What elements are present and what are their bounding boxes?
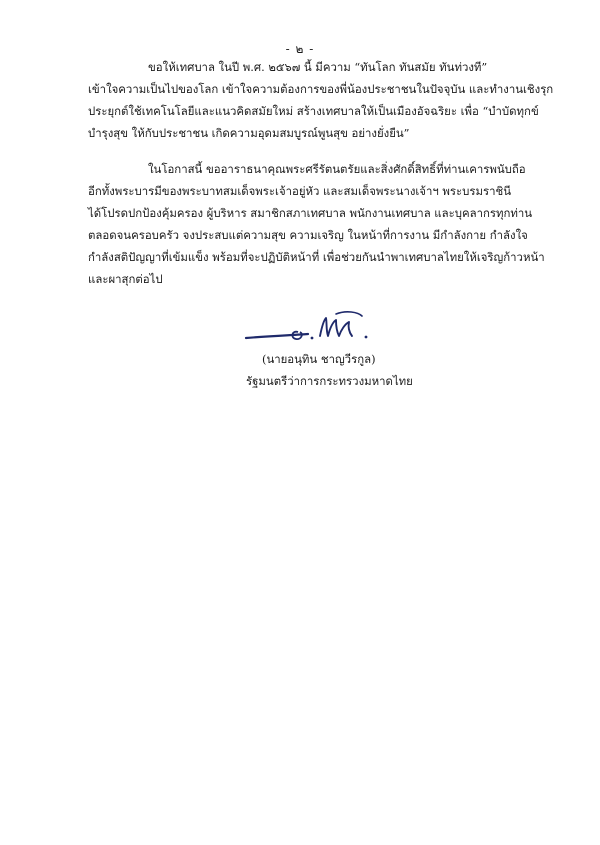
signer-name: (นายอนุทิน ชาญวีรกูล) bbox=[262, 352, 376, 366]
paragraph-line: ในโอกาสนี้ ขออาราธนาคุณพระศรีรัตนตรัยและสิ่งศักดิ์สิทธิ์ที่ท่านเคารพนับถือ bbox=[148, 162, 526, 176]
paragraph-line: อีกทั้งพระบารมีของพระบาทสมเด็จพระเจ้าอยู่หัว และสมเด็จพระนางเจ้าฯ พระบรมราชินี bbox=[88, 184, 512, 198]
paragraph-line: กำลังสติปัญญาที่เข้มแข็ง พร้อมที่จะปฏิบัติหน้าที่ เพื่อช่วยกันนำพาเทศบาลไทยให้เจริญก้าวหน้า bbox=[88, 250, 545, 264]
signer-title: รัฐมนตรีว่าการกระทรวงมหาดไทย bbox=[246, 374, 413, 388]
paragraph-line: และผาสุกต่อไป bbox=[88, 272, 163, 286]
paragraph-line: ประยุกต์ใช้เทคโนโลยีและแนวคิดสมัยใหม่ สร้างเทศบาลให้เป็นเมืองอัจฉริยะ เพื่อ “บำบัดทุกข์ bbox=[88, 104, 539, 118]
paragraph-line: ได้โปรดปกป้องคุ้มครอง ผู้บริหาร สมาชิกสภาเทศบาล พนักงานเทศบาล และบุคลากรทุกท่าน bbox=[88, 206, 533, 220]
paragraph-line: เข้าใจความเป็นไปของโลก เข้าใจความต้องการของพี่น้องประชาชนในปัจจุบัน และทำงานเชิงรุก bbox=[88, 82, 554, 96]
page-number: - ๒ - bbox=[285, 42, 315, 56]
handwritten-signature bbox=[240, 308, 380, 348]
paragraph-line: บำรุงสุข ให้กับประชาชน เกิดความอุดมสมบูรณ์พูนสุข อย่างยั่งยืน” bbox=[88, 126, 410, 140]
paragraph-line: ตลอดจนครอบครัว จงประสบแต่ความสุข ความเจริญ ในหน้าที่การงาน มีกำลังกาย กำลังใจ bbox=[88, 228, 528, 242]
paragraph-line: ขอให้เทศบาล ในปี พ.ศ. ๒๕๖๗ นี้ มีความ “ทันโลก ทันสมัย ทันท่วงที” bbox=[148, 60, 488, 74]
